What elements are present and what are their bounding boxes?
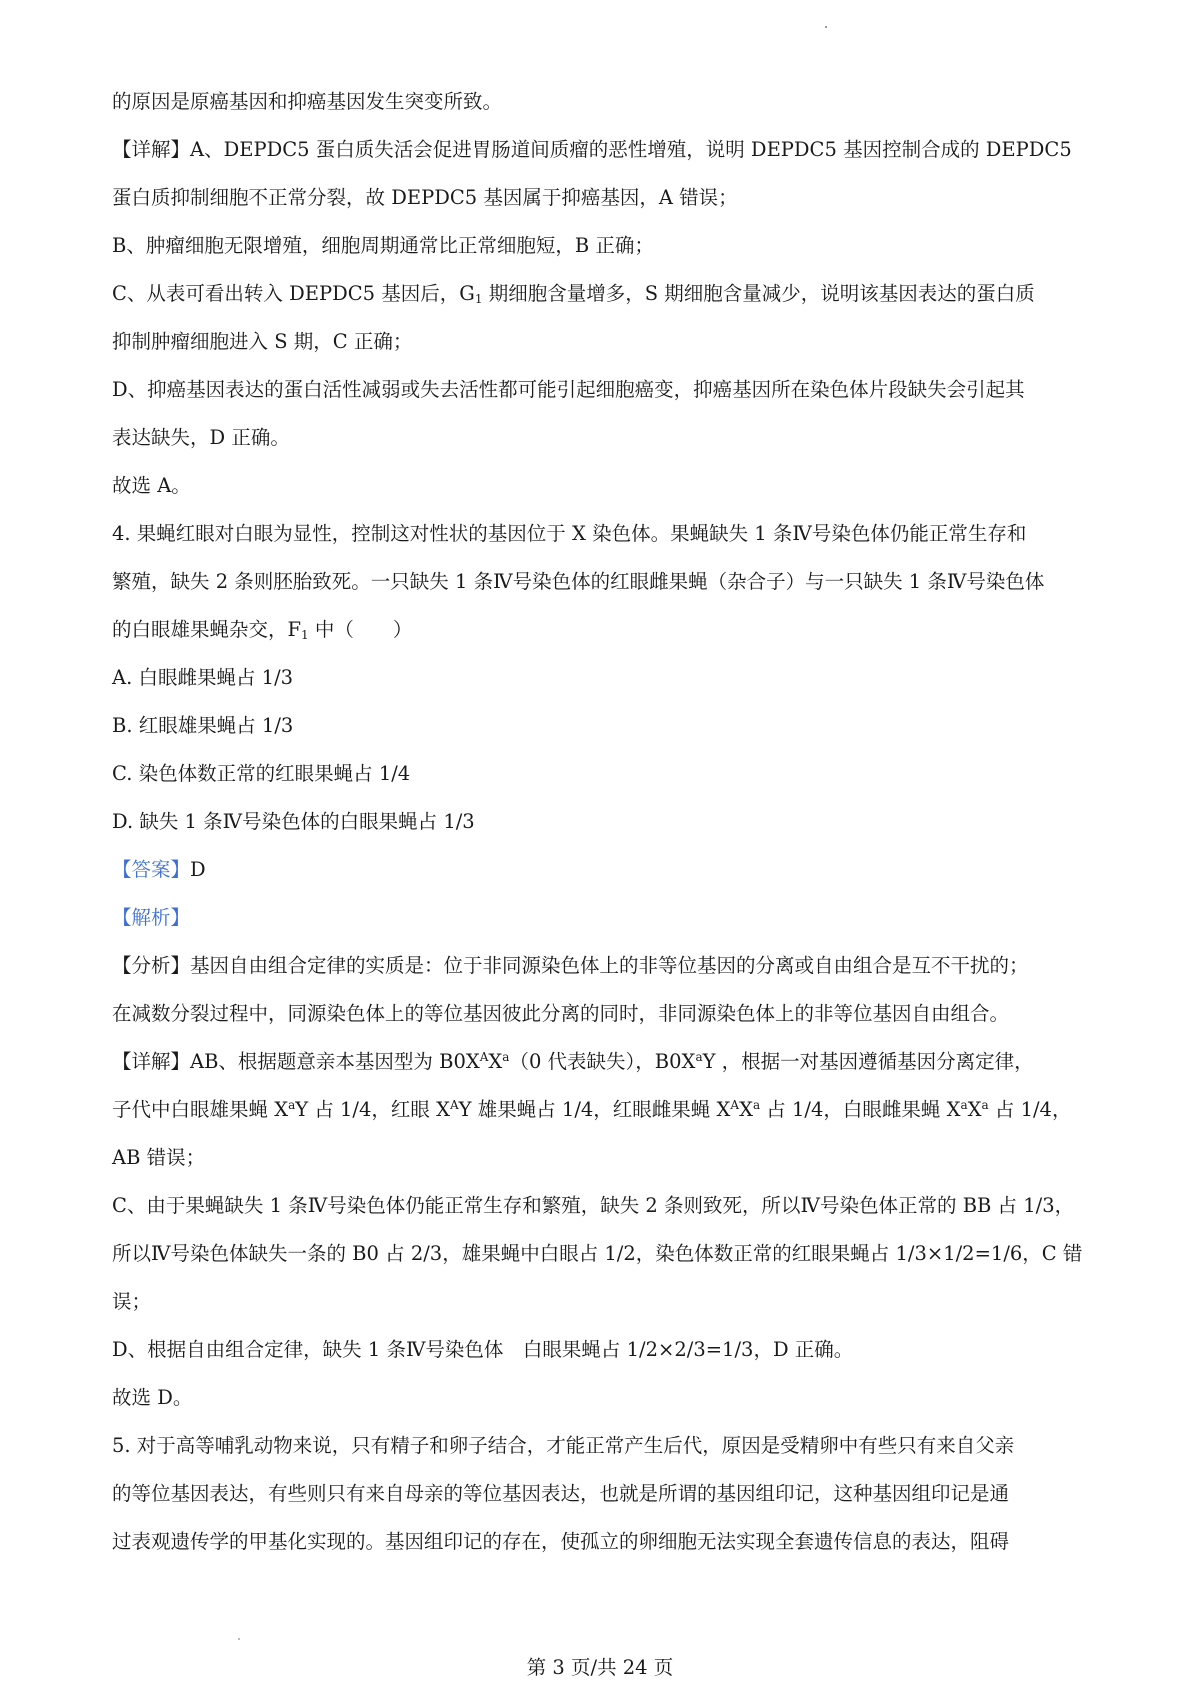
text-span: C、从表可看出转入 DEPDC5 基因后，G bbox=[112, 282, 475, 305]
text-line: C、由于果蝇缺失 1 条Ⅳ号染色体仍能正常生存和繁殖，缺失 2 条则致死，所以Ⅳ号染色体正常的 BB 占 1/3， bbox=[112, 1194, 1075, 1217]
text-line: 子代中白眼雄果蝇 $X^aY$ 占 1/4，红眼 $X^AY$ 雄果蝇占 1/4，红眼雌果蝇 $X^AX^a$ 占 1/4，白眼雌果蝇 $X^aX^a$ 占 1/4， bbox=[112, 1098, 1072, 1121]
text-line: 抑制肿瘤细胞进入 S 期，C 正确； bbox=[112, 330, 413, 353]
page-number: 第 3 页/共 24 页 bbox=[526, 1656, 674, 1679]
scan-speck bbox=[825, 26, 827, 28]
text-line: 【分析】基因自由组合定律的实质是：位于非同源染色体上的非等位基因的分离或自由组合是互不干扰的； bbox=[112, 954, 1029, 977]
question-5-line: 的等位基因表达，有些则只有来自母亲的等位基因表达，也就是所谓的基因组印记，这种基因组印记是通 bbox=[112, 1482, 1010, 1505]
option-c: C. 染色体数正常的红眼果蝇占 1/4 bbox=[112, 762, 411, 785]
answer-value: D bbox=[190, 858, 206, 881]
text-line: 【详解】A、DEPDC5 蛋白质失活会促进胃肠道间质瘤的恶性增殖，说明 DEPDC5 基因控制合成的 DEPDC5 bbox=[112, 138, 1072, 161]
question-4-line: 4. 果蝇红眼对白眼为显性，控制这对性状的基因位于 X 染色体。果蝇缺失 1 条Ⅳ号染色体仍能正常生存和 bbox=[112, 522, 1027, 545]
answer-line bbox=[112, 858, 1102, 882]
question-4-line: 繁殖，缺失 2 条则胚胎致死。一只缺失 1 条Ⅳ号染色体的红眼雌果蝇（杂合子）与一只缺失 1 条Ⅳ号染色体 bbox=[112, 570, 1045, 593]
subscript: 1 bbox=[301, 628, 309, 642]
text-span: 期细胞含量增多，S 期细胞含量减少，说明该基因表达的蛋白质 bbox=[482, 282, 1035, 305]
text-line: AB 错误； bbox=[112, 1146, 206, 1169]
text-line: B、肿瘤细胞无限增殖，细胞周期通常比正常细胞短，B 正确； bbox=[112, 234, 654, 257]
text-line: D、抑癌基因表达的蛋白活性减弱或失去活性都可能引起细胞癌变，抑癌基因所在染色体片段缺失会引起其 bbox=[112, 378, 1025, 401]
text-line: 故选 A。 bbox=[112, 474, 191, 497]
text-line: 故选 D。 bbox=[112, 1386, 193, 1409]
text-line bbox=[112, 282, 1102, 306]
answer-label: 【答案】 bbox=[112, 858, 191, 881]
option-b: B. 红眼雄果蝇占 1/3 bbox=[112, 714, 294, 737]
analysis-heading: 【解析】 bbox=[112, 906, 191, 929]
option-a: A. 白眼雌果蝇占 1/3 bbox=[112, 666, 294, 689]
text-span: 中（ ） bbox=[308, 618, 413, 641]
text-line: 所以Ⅳ号染色体缺失一条的 B0 占 2/3，雄果蝇中白眼占 1/2，染色体数正常的红眼果蝇占 1/3×1/2=1/6，C 错 bbox=[112, 1242, 1083, 1265]
subscript: 1 bbox=[474, 292, 483, 306]
text-line: 表达缺失，D 正确。 bbox=[112, 426, 290, 449]
question-5-line: 过表观遗传学的甲基化实现的。基因组印记的存在，使孤立的卵细胞无法实现全套遗传信息的表达，阻碍 bbox=[112, 1530, 1010, 1553]
option-d: D. 缺失 1 条Ⅳ号染色体的白眼果蝇占 1/3 bbox=[112, 810, 475, 833]
text-span: 的白眼雄果蝇杂交，F bbox=[112, 618, 302, 641]
text-line: 蛋白质抑制细胞不正常分裂，故 DEPDC5 基因属于抑癌基因，A 错误； bbox=[112, 186, 738, 209]
question-5-line: 5. 对于高等哺乳动物来说，只有精子和卵子结合，才能正常产生后代，原因是受精卵中有些只有来自父亲 bbox=[112, 1434, 1015, 1457]
text-line: D、根据自由组合定律，缺失 1 条Ⅳ号染色体 白眼果蝇占 1/2×2/3=1/3，D 正确。 bbox=[112, 1338, 854, 1361]
page-body bbox=[112, 90, 1102, 1554]
text-line: 在减数分裂过程中，同源染色体上的等位基因彼此分离的同时，非同源染色体上的非等位基因自由组合。 bbox=[112, 1002, 1010, 1025]
scan-speck bbox=[238, 1638, 240, 1640]
text-line: 的原因是原癌基因和抑癌基因发生突变所致。 bbox=[112, 90, 503, 113]
text-line: 【详解】AB、根据题意亲本基因型为 $B0X^AX^a(0$ 代表缺失），$B0X^aY$ ，根据一对基因遵循基因分离定律， bbox=[112, 1050, 1034, 1073]
question-4-line bbox=[112, 618, 1102, 642]
text-line: 误； bbox=[112, 1290, 152, 1313]
